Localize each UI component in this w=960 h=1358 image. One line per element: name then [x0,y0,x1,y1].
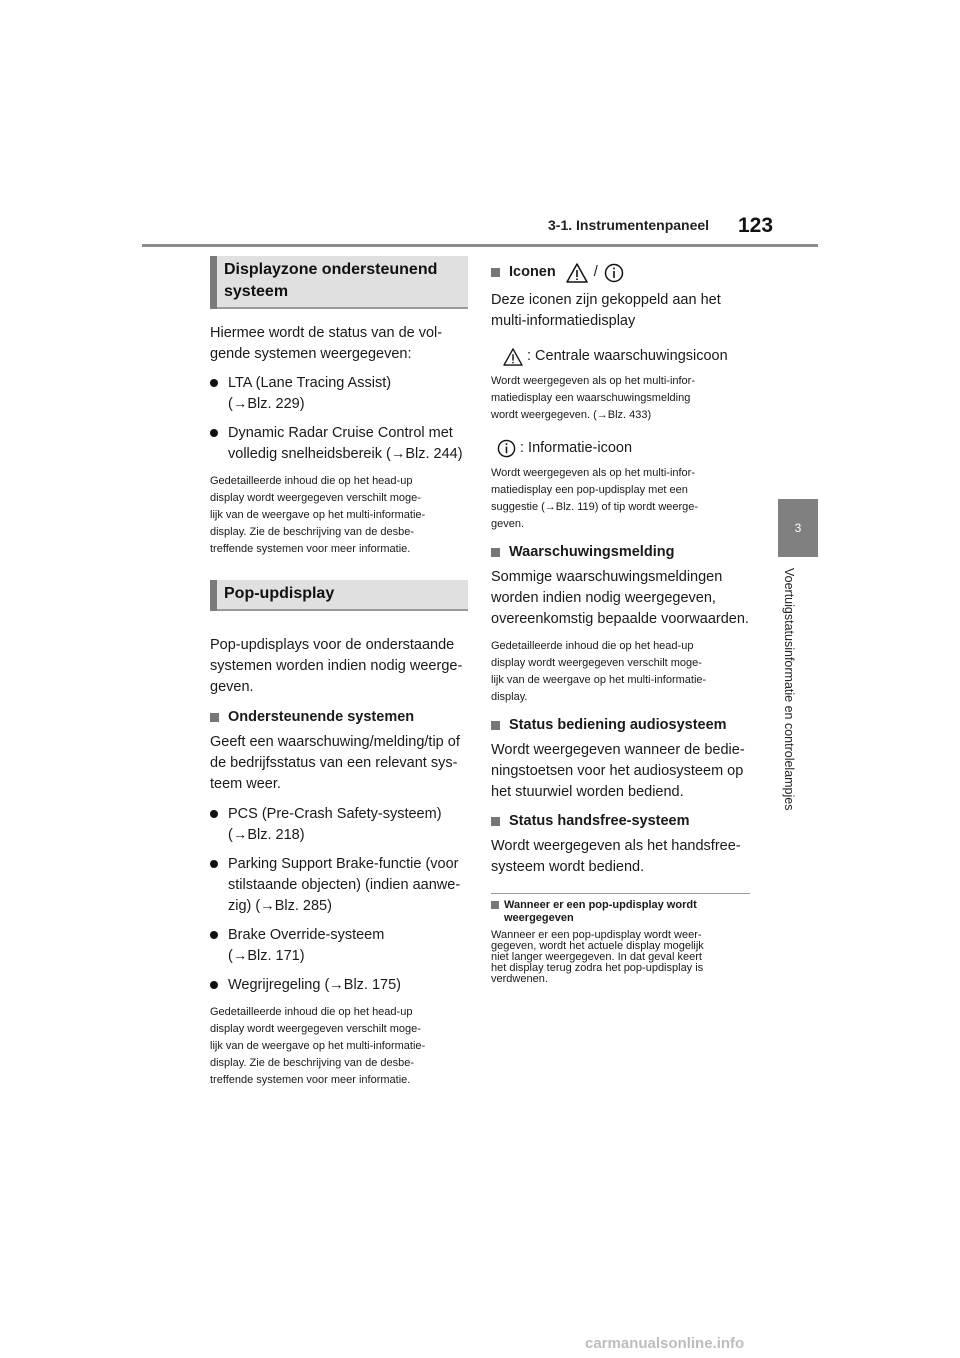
display-zone-note [210,473,468,558]
warning-desc-line: matiedisplay een waarschuwingsmelding [491,392,691,404]
note-text-line: niet langer weergegeven. In dat geval keert [491,951,702,963]
audio-text-line: Wordt weergegeven wanneer de bedie- [491,742,745,758]
warning-note-line: lijk van de weergave op het multi-informatie- [491,674,707,686]
supporting-intro-line: teem weer. [210,776,281,792]
square-bullet [491,817,500,826]
bullet-launch-control [210,975,468,996]
info-desc-line: geven. [491,518,525,530]
chapter-number: 3 [794,521,802,535]
info-desc-line: matiedisplay een pop-updisplay met een [491,484,688,496]
note-line: display wordt weergegeven verschilt moge- [210,492,421,504]
section-heading-display-zone: Displayzone ondersteunend systeem [210,256,468,309]
subhead-label: Iconen [509,264,556,280]
info-circle-icon [497,439,516,458]
handsfree-text-line: Wordt weergegeven als het handsfree- [491,838,741,854]
note-heading-line: Wanneer er een pop-updisplay wordt [504,899,697,911]
popup-note [210,1004,468,1089]
note-text-line: Wanneer er een pop-updisplay wordt weer- [491,929,702,941]
warning-triangle-icon [503,348,523,366]
bullet-line: (→Blz. 229) [228,396,305,412]
info-icon-legend [491,438,750,459]
square-bullet [491,901,499,909]
bullet-line: volledig snelheidsbereik (→Blz. 244) [228,446,463,462]
square-bullet [491,268,500,277]
bullet-brake-override [210,925,468,967]
icons-text-line: multi-informatiedisplay [491,313,636,329]
bullet-line: Brake Override-systeem [228,927,385,943]
bullet-line: stilstaande objecten) (indien aanwe- [228,877,461,893]
bullet-dot [210,429,218,437]
warning-message-line: overeenkomstig bepaalde voorwaarden. [491,611,749,627]
handsfree-text-line: systeem wordt bediend. [491,859,645,875]
supporting-intro-line: de bedrijfsstatus van een relevant sys- [210,755,458,771]
note-text-line: het display terug zodra het pop-updisplay is [491,962,704,974]
bullet-lta [210,373,468,415]
note-line: display. Zie de beschrijving van de desbe- [210,526,415,538]
info-desc-line: Wordt weergegeven als op het multi-infor- [491,467,696,479]
subhead-label: Status handsfree-systeem [509,813,690,829]
warning-icon-label: : Centrale waarschuwingsicoon [527,348,728,364]
bullet-line: Wegrijregeling (→Blz. 175) [228,977,401,993]
note-line: lijk van de weergave op het multi-informatie- [210,509,426,521]
supporting-intro-line: Geeft een waarschuwing/melding/tip of [210,734,460,750]
bullet-line: (→Blz. 171) [228,948,305,964]
popup-intro-line: Pop-updisplays voor de onderstaande [210,637,455,653]
info-circle-icon [604,263,624,283]
note-line: treffende systemen voor meer informatie. [210,543,411,555]
chapter-tab [778,499,818,557]
bullet-line: (→Blz. 218) [228,827,305,843]
audio-text-line: het stuurwiel worden bediend. [491,784,684,800]
popup-intro-line: systemen worden indien nodig weerge- [210,658,463,674]
display-zone-intro-line-2: gende systemen weergegeven: [210,346,412,362]
bullet-dot [210,860,218,868]
note-line: display. Zie de beschrijving van de desbe- [210,1057,415,1069]
bullet-parking-support [210,854,468,917]
warning-icon-legend [491,346,750,367]
display-zone-intro-line-1: Hiermee wordt de status van de vol- [210,325,443,341]
bullet-line: Parking Support Brake-functie (voor [228,856,459,872]
warning-note-line: display wordt weergegeven verschilt moge- [491,657,702,669]
icon-separator: / [593,264,598,280]
note-line: Gedetailleerde inhoud die op het head-up [210,1006,413,1018]
bullet-pcs [210,804,468,846]
note-line: Gedetailleerde inhoud die op het head-up [210,475,413,487]
warning-message-line: worden indien nodig weergegeven, [491,590,716,606]
warning-desc-line: wordt weergegeven. (→Blz. 433) [491,409,652,421]
note-line: display wordt weergegeven verschilt moge- [210,1023,421,1035]
subhead-supporting-systems [210,707,468,728]
warning-desc-line: Wordt weergegeven als op het multi-infor- [491,375,696,387]
subhead-icons [491,262,750,283]
warning-triangle-icon [566,263,588,283]
page-number: 123 [738,214,774,237]
bullet-dot [210,931,218,939]
bullet-line: Dynamic Radar Cruise Control met [228,425,453,441]
note-text-line: gegeven, wordt het actuele display mogelijk [491,940,704,952]
bullet-line: zig) (→Blz. 285) [228,898,332,914]
subhead-label: Status bediening audiosysteem [509,717,727,733]
square-bullet [491,548,500,557]
right-column [491,262,750,985]
header-divider [142,244,818,247]
bullet-dot [210,810,218,818]
warning-note-line: display. [491,691,528,703]
subhead-label: Waarschuwingsmelding [509,544,675,560]
bullet-dynamic-radar [210,423,468,465]
popup-intro-line: geven. [210,679,254,695]
subhead-handsfree-status [491,811,750,832]
watermark: carmanualsonline.info [585,1335,745,1352]
bullet-dot [210,379,218,387]
info-icon-label: : Informatie-icoon [520,440,633,456]
bullet-line: PCS (Pre-Crash Safety-systeem) [228,806,442,822]
header-section-title: 3-1. Instrumentenpaneel [548,217,710,233]
note-heading-line: weergegeven [504,912,574,924]
warning-message-line: Sommige waarschuwingsmeldingen [491,569,723,585]
bullet-line: LTA (Lane Tracing Assist) [228,375,392,391]
note-text-line: verdwenen. [491,973,548,985]
note-line: lijk van de weergave op het multi-informatie- [210,1040,426,1052]
subhead-audio-status [491,715,750,736]
audio-text-line: ningstoetsen voor het audiosysteem op [491,763,744,779]
chapter-side-title [782,568,808,868]
icons-text-line: Deze iconen zijn gekoppeld aan het [491,292,721,308]
subhead-warning-message [491,542,750,563]
warning-note-line: Gedetailleerde inhoud die op het head-up [491,640,694,652]
square-bullet [210,713,219,722]
left-column [210,256,468,1089]
subhead-label: Ondersteunende systemen [228,709,415,725]
bullet-dot [210,981,218,989]
note-heading [491,899,750,925]
section-heading-popup: Pop-updisplay [210,580,468,611]
note-line: treffende systemen voor meer informatie. [210,1074,411,1086]
square-bullet [491,721,500,730]
info-desc-line: suggestie (→Blz. 119) of tip wordt weerge- [491,501,699,513]
chapter-title: Voertuigstatusinformatie en controlelampjes [782,568,796,811]
